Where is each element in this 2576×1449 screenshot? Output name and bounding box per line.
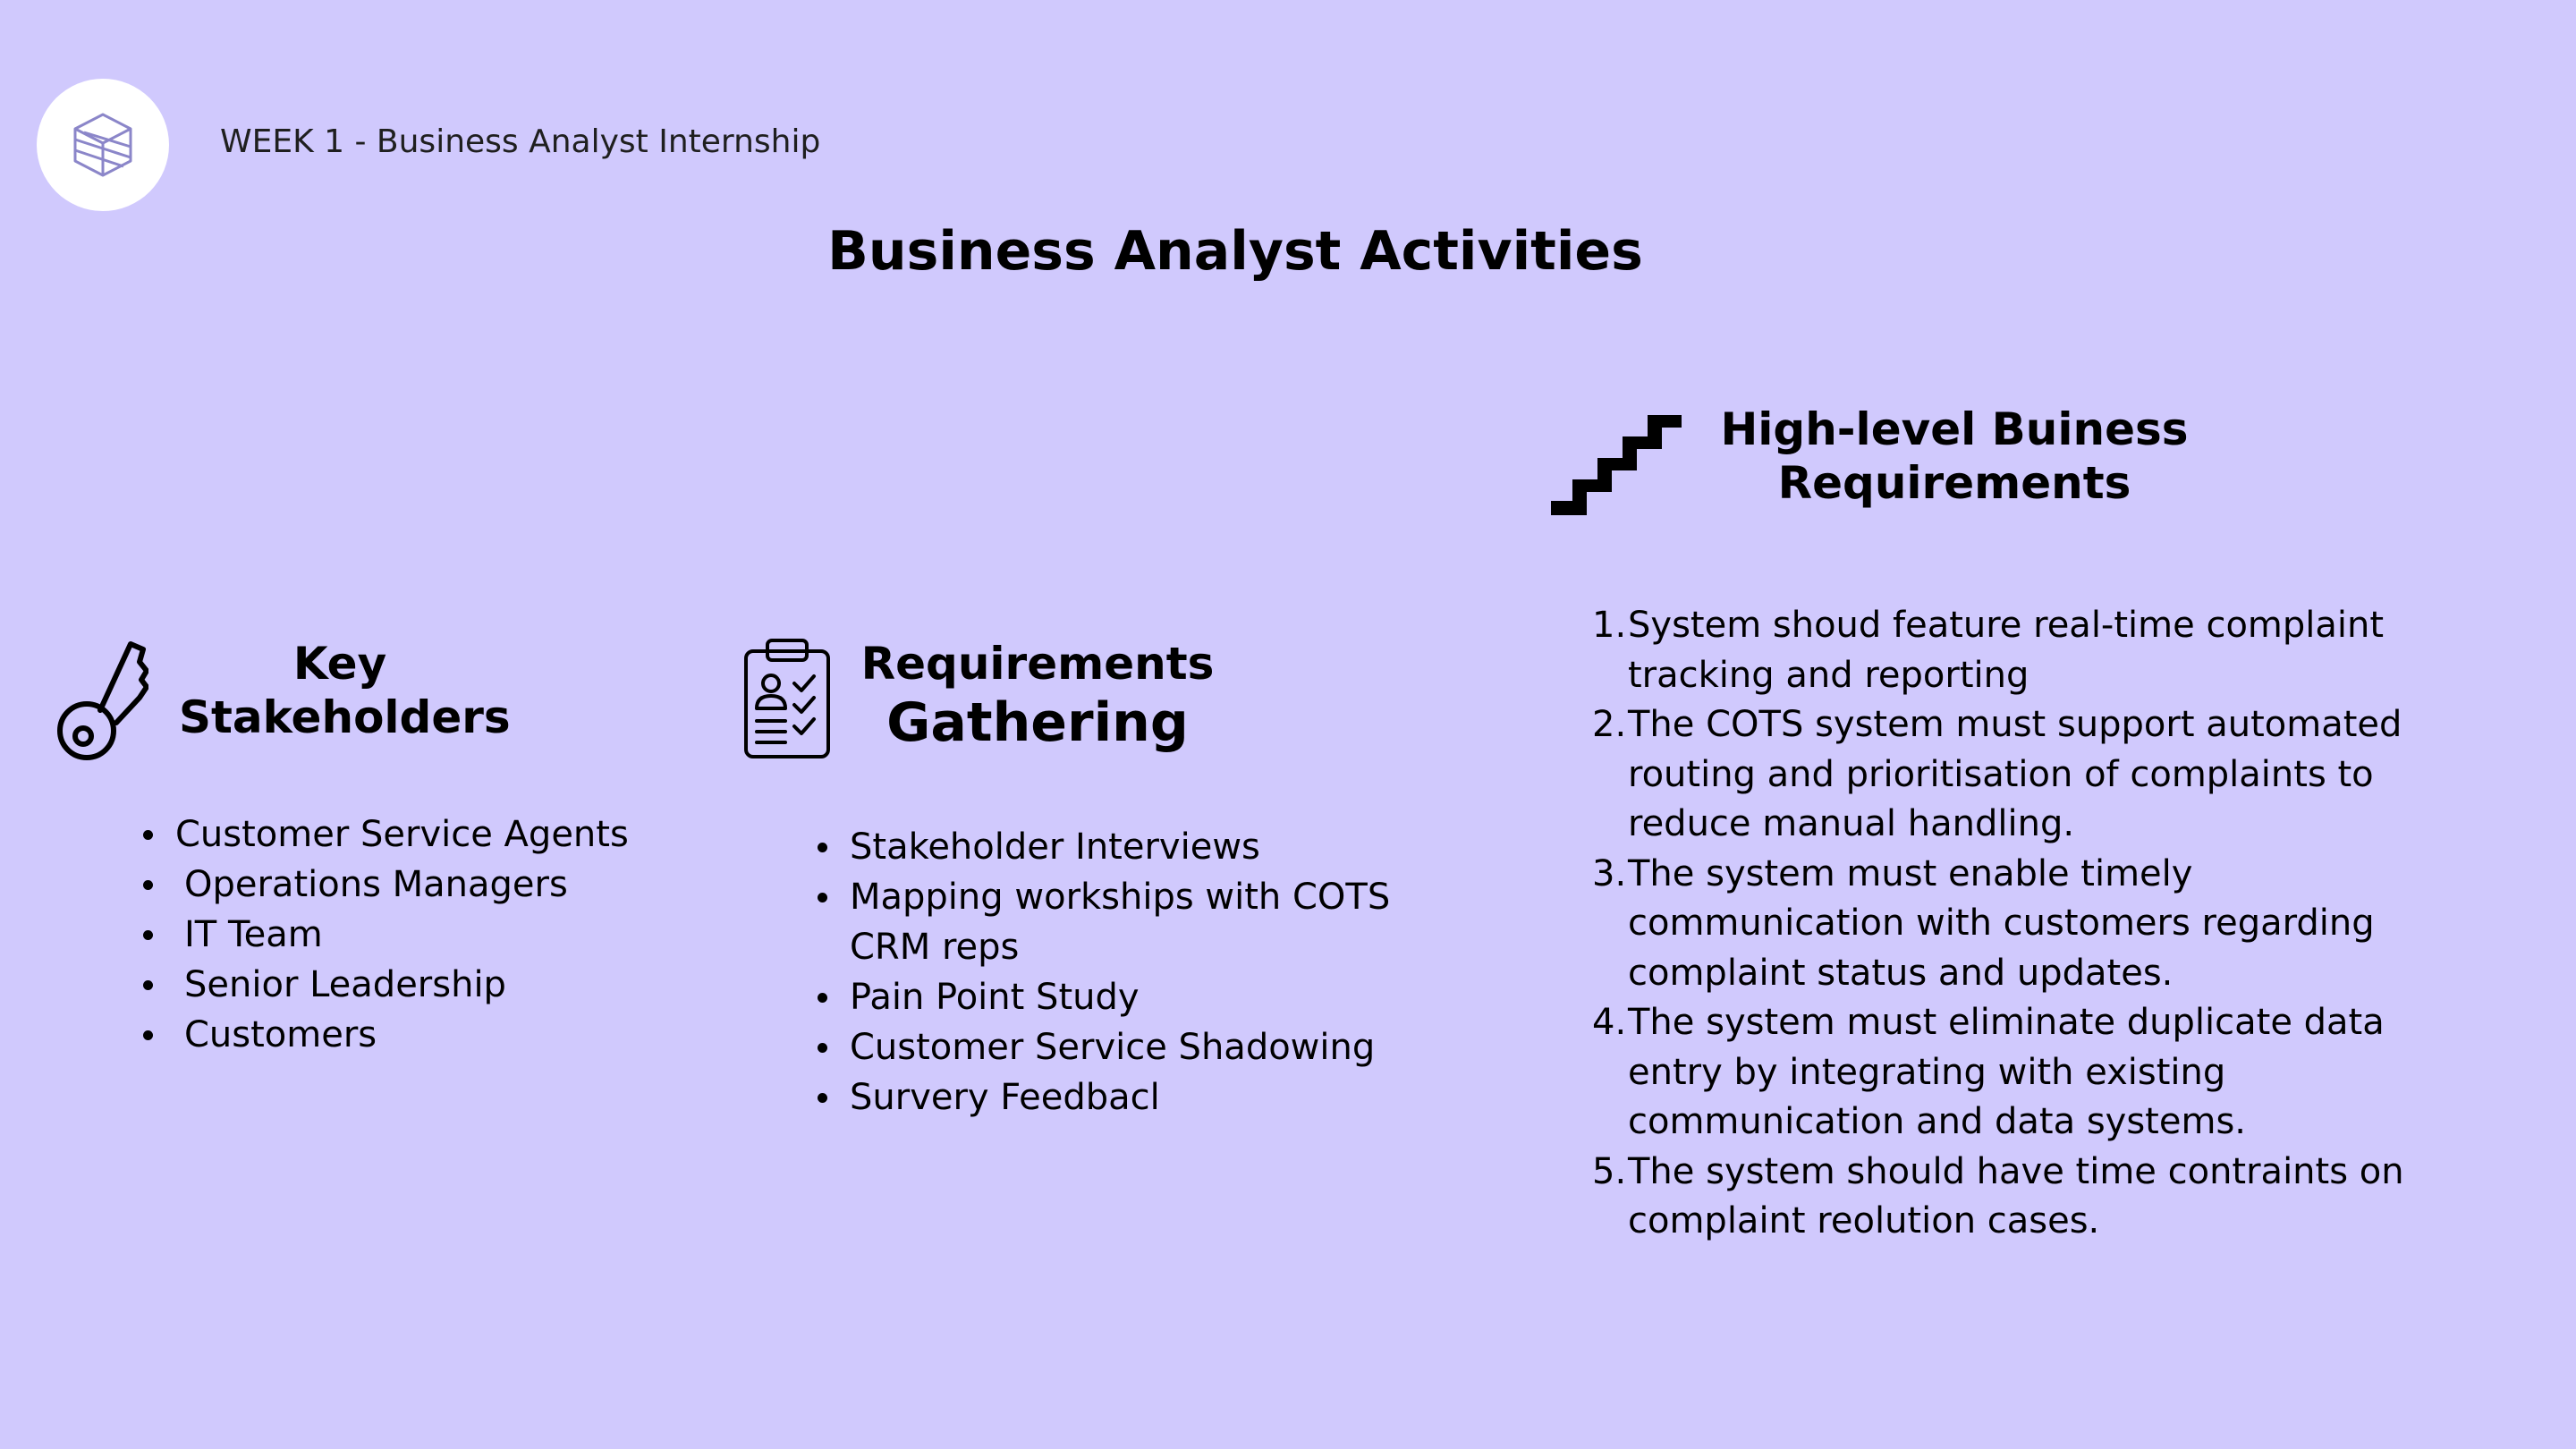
list-item: Operations Managers xyxy=(140,860,629,910)
item-number: 1. xyxy=(1592,605,1627,646)
item-line: entry by integrating with existing xyxy=(1628,1051,2226,1093)
list-item xyxy=(1592,601,2404,700)
list-item xyxy=(1592,998,2404,1148)
staircase-icon xyxy=(1551,408,1682,515)
gathering-heading xyxy=(859,637,1216,755)
gathering-list xyxy=(814,822,1390,1123)
item-line: communication with customers regarding xyxy=(1628,902,2375,944)
item-line: complaint reolution cases. xyxy=(1628,1200,2100,1241)
list-item: Senior Leadership xyxy=(140,960,629,1010)
list-item: Customer Service Agents xyxy=(140,809,629,860)
requirements-heading-line1: High-level Buiness xyxy=(1720,403,2189,455)
item-line: routing and prioritisation of complaints to xyxy=(1628,753,2374,795)
list-item xyxy=(1592,1148,2404,1247)
list-item: Customers xyxy=(140,1010,629,1060)
page-title: Business Analyst Activities xyxy=(827,220,1643,283)
week-label: WEEK 1 - Business Analyst Internship xyxy=(220,123,821,160)
gathering-heading-line1: Requirements xyxy=(860,638,1215,690)
list-item: Survery Feedbacl xyxy=(814,1072,1390,1123)
item-line: The system should have time contraints on xyxy=(1628,1150,2404,1192)
item-line: reduce manual handling. xyxy=(1628,803,2075,844)
requirements-list xyxy=(1592,601,2404,1247)
stakeholders-heading-line1: Key xyxy=(292,638,387,690)
item-number: 4. xyxy=(1592,1002,1627,1043)
item-line: complaint status and updates. xyxy=(1628,952,2174,994)
layered-cube-logo-icon xyxy=(72,111,134,179)
item-line: The system must enable timely xyxy=(1628,852,2193,894)
item-number: 2. xyxy=(1592,704,1627,745)
list-item: Stakeholder Interviews xyxy=(814,822,1390,872)
list-item: Customer Service Shadowing xyxy=(814,1022,1390,1072)
item-line: System shoud feature real-time complaint xyxy=(1628,605,2385,646)
stakeholders-list xyxy=(140,809,629,1060)
list-item: IT Team xyxy=(140,910,629,960)
stakeholders-heading-line2: Stakeholders xyxy=(179,691,511,743)
logo xyxy=(37,79,169,211)
item-line: The COTS system must support automated xyxy=(1628,704,2402,745)
list-item: Mapping workships with COTS xyxy=(814,872,1390,922)
requirements-heading xyxy=(1699,402,2209,510)
list-item xyxy=(1592,850,2404,999)
list-item xyxy=(1592,700,2404,850)
item-number: 3. xyxy=(1592,852,1627,894)
clipboard-checklist-icon xyxy=(741,637,834,762)
item-number: 5. xyxy=(1592,1150,1627,1192)
list-item: Pain Point Study xyxy=(814,972,1390,1022)
item-line: communication and data systems. xyxy=(1628,1101,2246,1142)
item-line: tracking and reporting xyxy=(1628,654,2029,696)
gathering-heading-line2: Gathering xyxy=(886,691,1189,754)
list-item-continuation: CRM reps xyxy=(850,927,1020,968)
item-line: The system must eliminate duplicate data xyxy=(1628,1002,2385,1043)
stakeholders-heading xyxy=(179,637,511,744)
requirements-heading-line2: Requirements xyxy=(1777,457,2131,509)
key-icon xyxy=(54,635,148,764)
